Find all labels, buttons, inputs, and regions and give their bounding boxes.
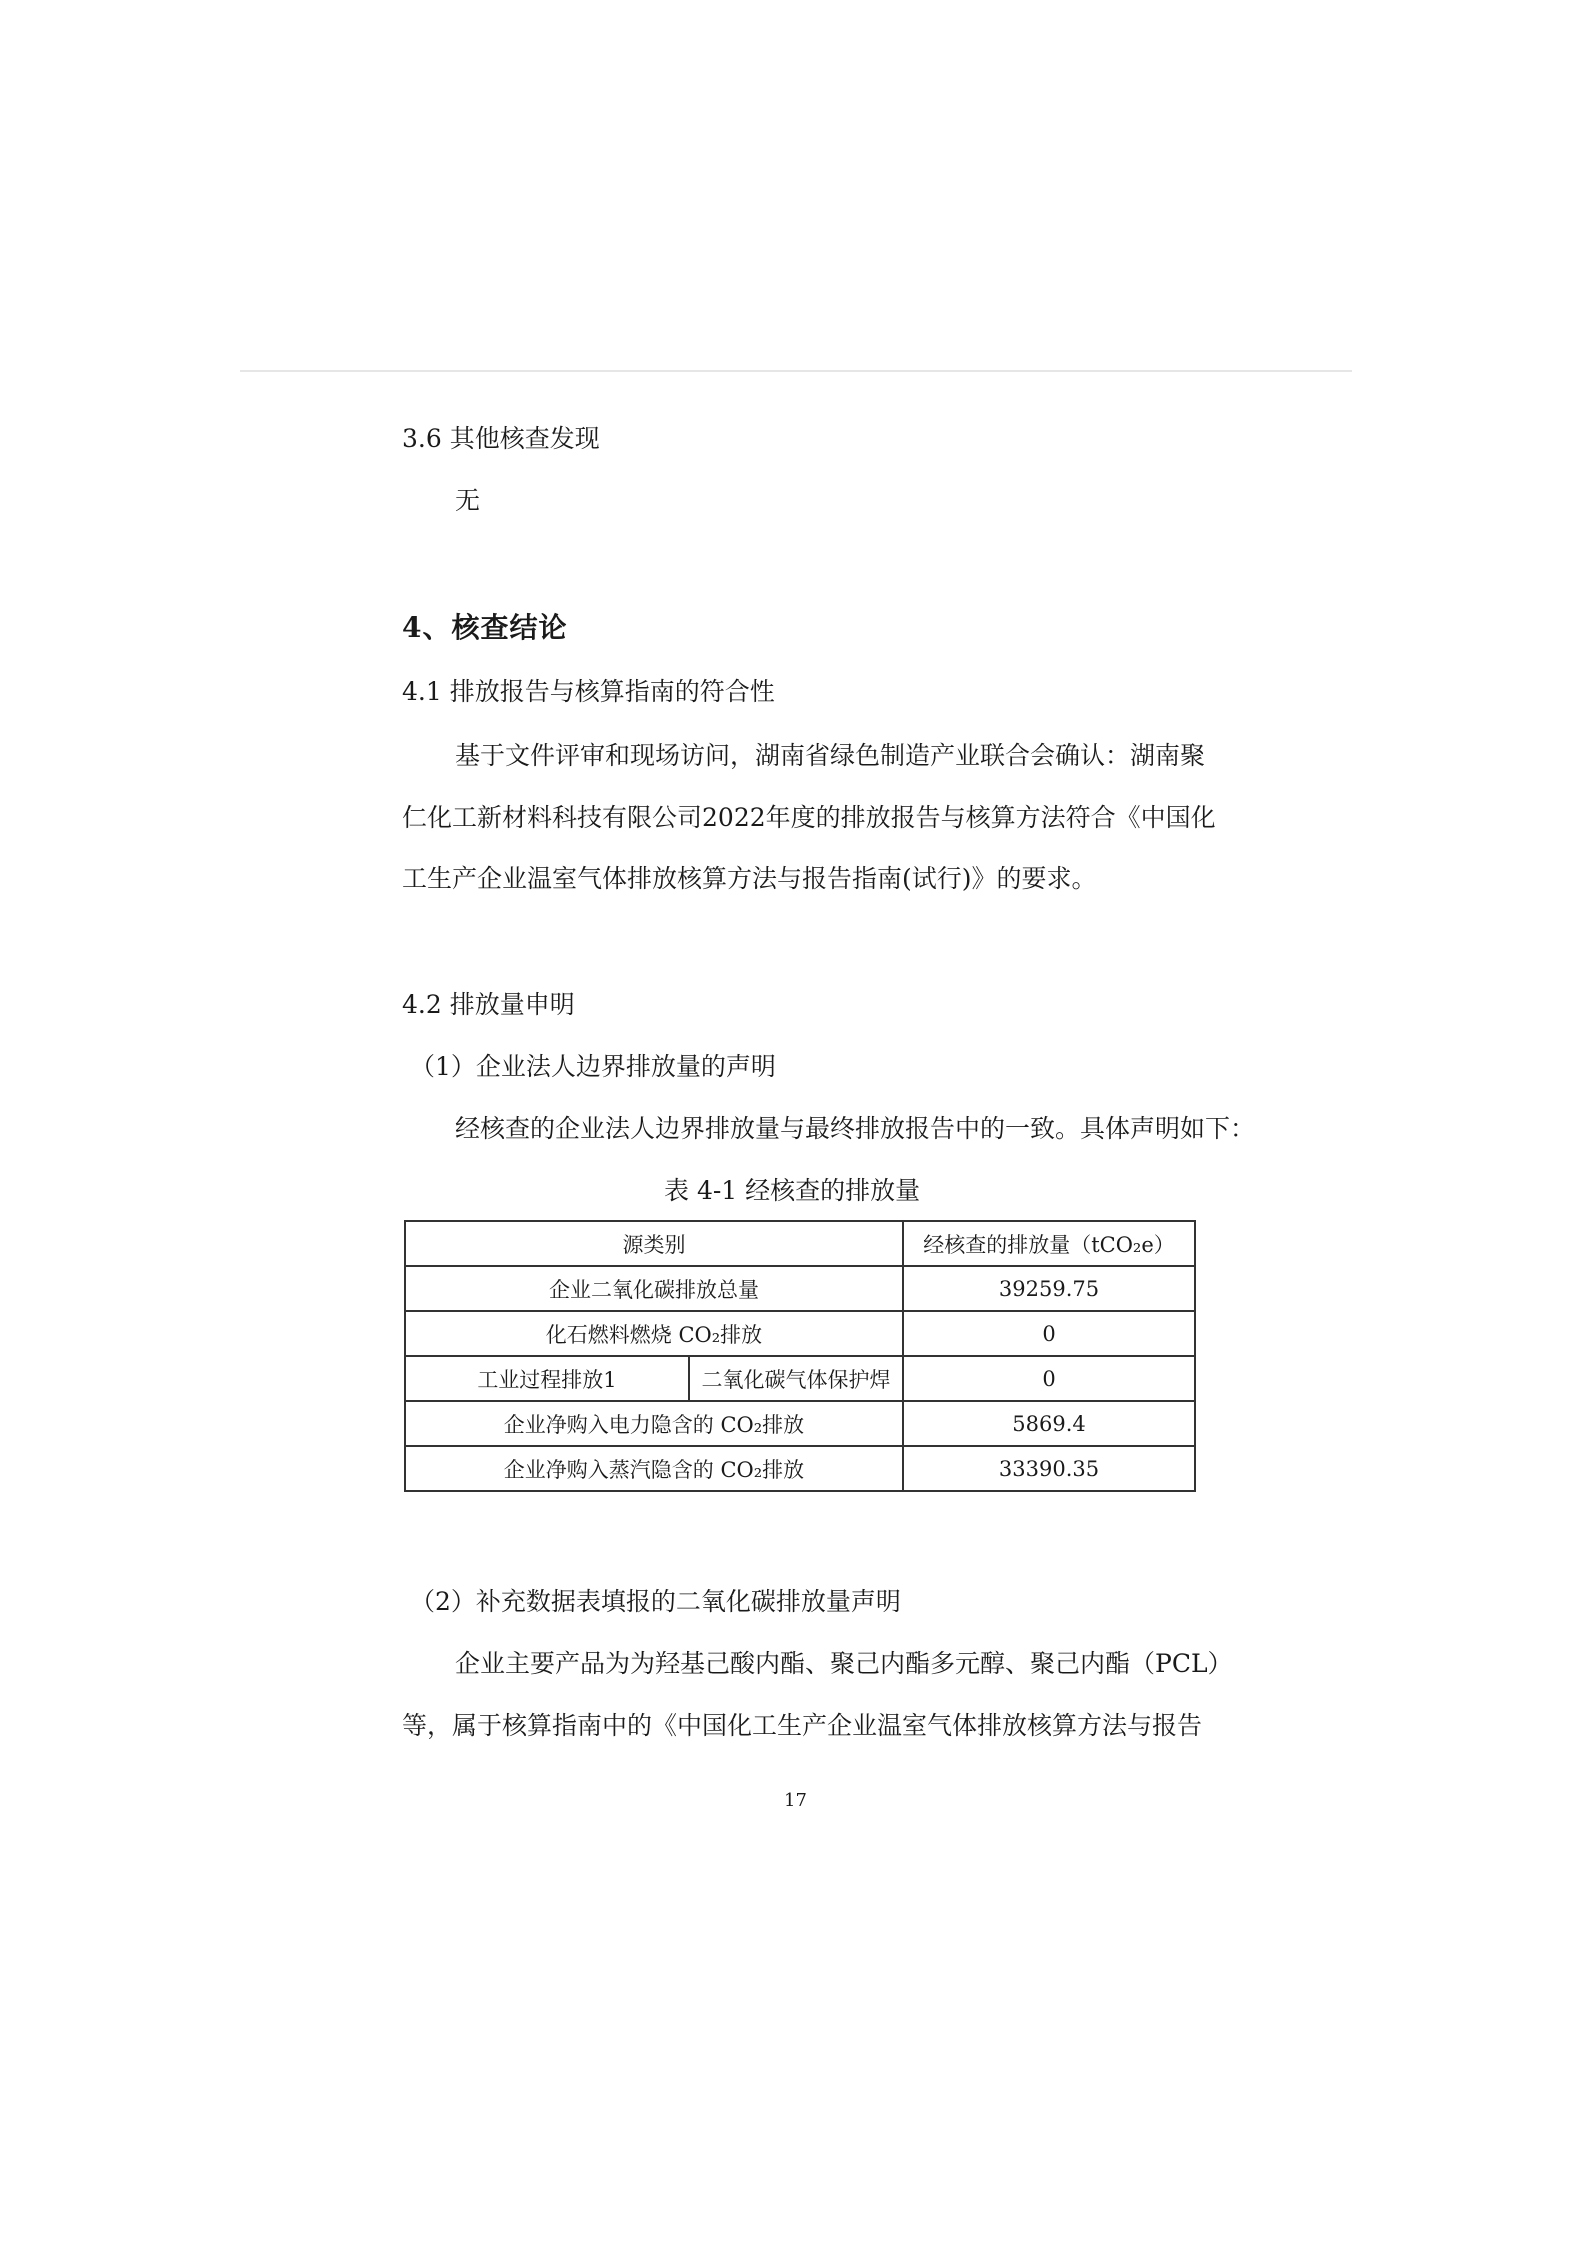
section-4-2-sub2-line-2: 等，属于核算指南中的《中国化工生产企业温室气体排放核算方法与报告 xyxy=(402,1711,1203,1740)
table-header-value: 经核查的排放量（tCO₂e） xyxy=(903,1221,1195,1266)
table-row xyxy=(405,1401,1195,1446)
section-4-title: 4、核查结论 xyxy=(402,611,568,644)
header-rule xyxy=(240,370,1352,372)
section-4-1-line-1: 基于文件评审和现场访问，湖南省绿色制造产业联合会确认：湖南聚 xyxy=(455,741,1206,770)
table-row xyxy=(405,1446,1195,1491)
section-3-6-title: 3.6 其他核查发现 xyxy=(402,424,600,453)
section-4-2-sub1-body: 经核查的企业法人边界排放量与最终排放报告中的一致。具体声明如下： xyxy=(455,1114,1256,1143)
table-header-row xyxy=(405,1221,1195,1266)
table-row xyxy=(405,1266,1195,1311)
section-4-2-sub2-title: （2）补充数据表填报的二氧化碳排放量声明 xyxy=(410,1587,901,1616)
section-4-1-line-3: 工生产企业温室气体排放核算方法与报告指南(试行)》的要求。 xyxy=(402,864,1097,893)
section-4-2-sub2-line-1: 企业主要产品为为羟基己酸内酯、聚己内酯多元醇、聚己内酯（PCL） xyxy=(455,1649,1233,1678)
table-cell-label: 化石燃料燃烧 CO₂排放 xyxy=(405,1311,903,1356)
table-cell-label: 工业过程排放1 xyxy=(405,1356,689,1401)
section-4-2-title: 4.2 排放量申明 xyxy=(402,990,575,1019)
table-cell-value: 0 xyxy=(903,1311,1195,1356)
section-3-6-body: 无 xyxy=(455,486,481,515)
table-caption: 表 4-1 经核查的排放量 xyxy=(664,1176,921,1205)
table-cell-label: 企业净购入电力隐含的 CO₂排放 xyxy=(405,1401,903,1446)
table-row xyxy=(405,1356,1195,1401)
section-4-1-title: 4.1 排放报告与核算指南的符合性 xyxy=(402,677,775,706)
table-cell-label: 企业净购入蒸汽隐含的 CO₂排放 xyxy=(405,1446,903,1491)
section-4-2-sub1-title: （1）企业法人边界排放量的声明 xyxy=(410,1052,776,1081)
table-cell-value: 5869.4 xyxy=(903,1401,1195,1446)
table-cell-value: 39259.75 xyxy=(903,1266,1195,1311)
table-header-source: 源类别 xyxy=(405,1221,903,1266)
section-4-1-line-2: 仁化工新材料科技有限公司2022年度的排放报告与核算方法符合《中国化 xyxy=(402,803,1216,832)
table-cell-label: 企业二氧化碳排放总量 xyxy=(405,1266,903,1311)
table-cell-sublabel: 二氧化碳气体保护焊 xyxy=(689,1356,903,1401)
table-cell-value: 33390.35 xyxy=(903,1446,1195,1491)
table-cell-value: 0 xyxy=(903,1356,1195,1401)
emissions-table xyxy=(404,1220,1196,1492)
page-number: 17 xyxy=(784,1790,807,1811)
table-row xyxy=(405,1311,1195,1356)
